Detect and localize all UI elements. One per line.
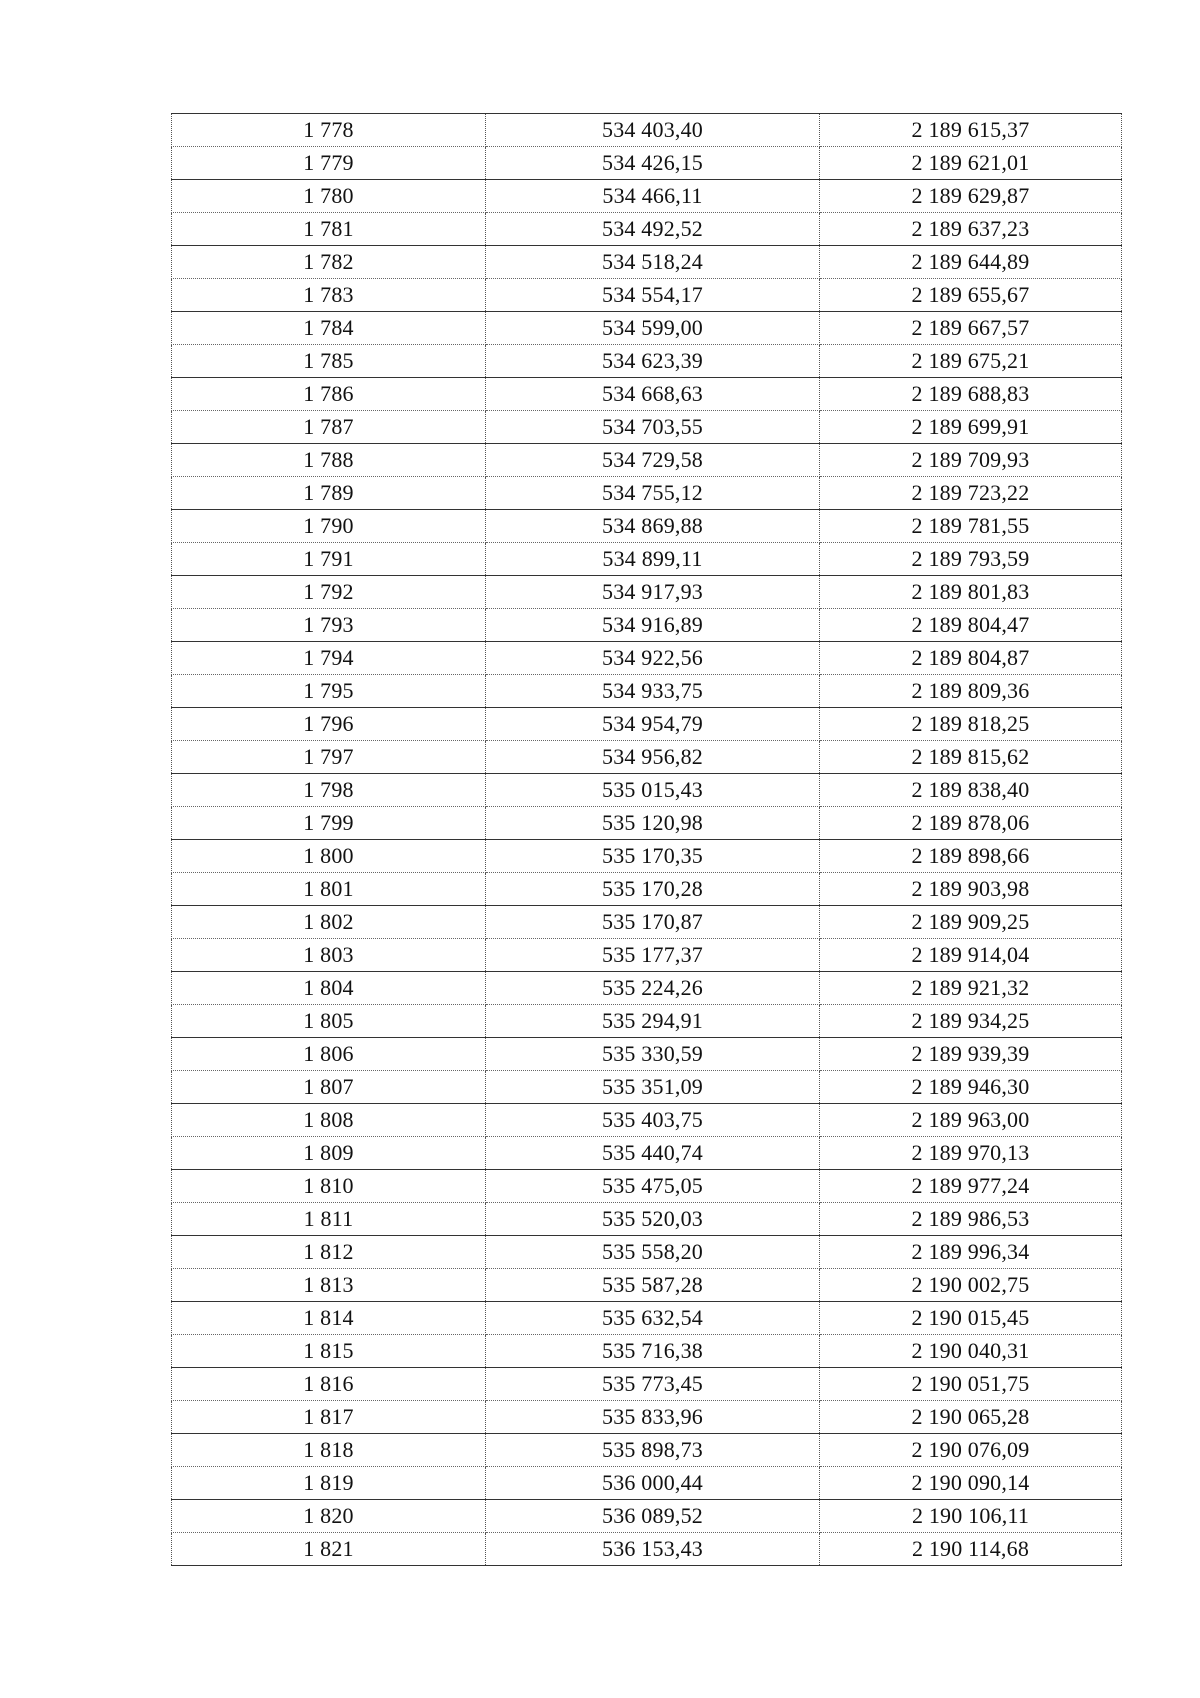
y-coordinate-cell: 2 189 781,55	[820, 510, 1122, 543]
x-coordinate-cell: 534 623,39	[486, 345, 820, 378]
table-row	[172, 1401, 1122, 1434]
table-row	[172, 972, 1122, 1005]
y-coordinate-cell: 2 189 655,67	[820, 279, 1122, 312]
y-coordinate-cell: 2 189 909,25	[820, 906, 1122, 939]
table-row	[172, 1368, 1122, 1401]
table-row	[172, 1236, 1122, 1269]
x-coordinate-cell: 535 773,45	[486, 1368, 820, 1401]
point-number-cell: 1 797	[172, 741, 486, 774]
x-coordinate-cell: 535 177,37	[486, 939, 820, 972]
x-coordinate-cell: 535 403,75	[486, 1104, 820, 1137]
x-coordinate-cell: 535 716,38	[486, 1335, 820, 1368]
point-number-cell: 1 786	[172, 378, 486, 411]
x-coordinate-cell: 534 703,55	[486, 411, 820, 444]
point-number-cell: 1 805	[172, 1005, 486, 1038]
table-row	[172, 180, 1122, 213]
point-number-cell: 1 809	[172, 1137, 486, 1170]
y-coordinate-cell: 2 189 996,34	[820, 1236, 1122, 1269]
y-coordinate-cell: 2 189 621,01	[820, 147, 1122, 180]
y-coordinate-cell: 2 190 040,31	[820, 1335, 1122, 1368]
point-number-cell: 1 781	[172, 213, 486, 246]
y-coordinate-cell: 2 189 709,93	[820, 444, 1122, 477]
table-row	[172, 411, 1122, 444]
table-row	[172, 1071, 1122, 1104]
table-row	[172, 444, 1122, 477]
table-row	[172, 840, 1122, 873]
x-coordinate-cell: 535 440,74	[486, 1137, 820, 1170]
y-coordinate-cell: 2 189 914,04	[820, 939, 1122, 972]
y-coordinate-cell: 2 189 878,06	[820, 807, 1122, 840]
point-number-cell: 1 810	[172, 1170, 486, 1203]
x-coordinate-cell: 534 954,79	[486, 708, 820, 741]
y-coordinate-cell: 2 189 898,66	[820, 840, 1122, 873]
x-coordinate-cell: 536 089,52	[486, 1500, 820, 1533]
x-coordinate-cell: 535 632,54	[486, 1302, 820, 1335]
x-coordinate-cell: 534 755,12	[486, 477, 820, 510]
x-coordinate-cell: 535 587,28	[486, 1269, 820, 1302]
point-number-cell: 1 802	[172, 906, 486, 939]
point-number-cell: 1 789	[172, 477, 486, 510]
point-number-cell: 1 791	[172, 543, 486, 576]
x-coordinate-cell: 535 294,91	[486, 1005, 820, 1038]
y-coordinate-cell: 2 189 921,32	[820, 972, 1122, 1005]
point-number-cell: 1 778	[172, 114, 486, 147]
table-row	[172, 675, 1122, 708]
y-coordinate-cell: 2 189 804,47	[820, 609, 1122, 642]
point-number-cell: 1 783	[172, 279, 486, 312]
table-row	[172, 939, 1122, 972]
table-row	[172, 1467, 1122, 1500]
y-coordinate-cell: 2 189 986,53	[820, 1203, 1122, 1236]
point-number-cell: 1 779	[172, 147, 486, 180]
point-number-cell: 1 815	[172, 1335, 486, 1368]
table-row	[172, 543, 1122, 576]
table-row	[172, 510, 1122, 543]
table-row	[172, 642, 1122, 675]
table-row	[172, 477, 1122, 510]
x-coordinate-cell: 534 518,24	[486, 246, 820, 279]
table-row	[172, 1335, 1122, 1368]
point-number-cell: 1 801	[172, 873, 486, 906]
x-coordinate-cell: 535 170,28	[486, 873, 820, 906]
table-row	[172, 873, 1122, 906]
x-coordinate-cell: 534 956,82	[486, 741, 820, 774]
table-row	[172, 1170, 1122, 1203]
y-coordinate-cell: 2 189 946,30	[820, 1071, 1122, 1104]
x-coordinate-cell: 534 668,63	[486, 378, 820, 411]
y-coordinate-cell: 2 189 804,87	[820, 642, 1122, 675]
table-row	[172, 1434, 1122, 1467]
table-row	[172, 312, 1122, 345]
table-row	[172, 1038, 1122, 1071]
point-number-cell: 1 813	[172, 1269, 486, 1302]
point-number-cell: 1 821	[172, 1533, 486, 1566]
table-row	[172, 1302, 1122, 1335]
point-number-cell: 1 787	[172, 411, 486, 444]
table-row	[172, 213, 1122, 246]
table-row	[172, 1500, 1122, 1533]
y-coordinate-cell: 2 189 934,25	[820, 1005, 1122, 1038]
x-coordinate-cell: 534 869,88	[486, 510, 820, 543]
y-coordinate-cell: 2 189 629,87	[820, 180, 1122, 213]
x-coordinate-cell: 534 922,56	[486, 642, 820, 675]
y-coordinate-cell: 2 189 667,57	[820, 312, 1122, 345]
y-coordinate-cell: 2 189 723,22	[820, 477, 1122, 510]
table-row	[172, 708, 1122, 741]
y-coordinate-cell: 2 190 114,68	[820, 1533, 1122, 1566]
x-coordinate-cell: 535 520,03	[486, 1203, 820, 1236]
table-row	[172, 147, 1122, 180]
point-number-cell: 1 785	[172, 345, 486, 378]
point-number-cell: 1 793	[172, 609, 486, 642]
x-coordinate-cell: 535 833,96	[486, 1401, 820, 1434]
point-number-cell: 1 790	[172, 510, 486, 543]
x-coordinate-cell: 534 599,00	[486, 312, 820, 345]
coordinates-table-body	[172, 114, 1122, 1566]
x-coordinate-cell: 535 475,05	[486, 1170, 820, 1203]
point-number-cell: 1 808	[172, 1104, 486, 1137]
point-number-cell: 1 804	[172, 972, 486, 1005]
table-row	[172, 576, 1122, 609]
table-row	[172, 906, 1122, 939]
point-number-cell: 1 794	[172, 642, 486, 675]
table-row	[172, 378, 1122, 411]
point-number-cell: 1 782	[172, 246, 486, 279]
y-coordinate-cell: 2 189 637,23	[820, 213, 1122, 246]
x-coordinate-cell: 534 933,75	[486, 675, 820, 708]
table-row	[172, 246, 1122, 279]
x-coordinate-cell: 534 554,17	[486, 279, 820, 312]
table-row	[172, 1005, 1122, 1038]
point-number-cell: 1 788	[172, 444, 486, 477]
x-coordinate-cell: 535 170,35	[486, 840, 820, 873]
x-coordinate-cell: 535 120,98	[486, 807, 820, 840]
table-row	[172, 1137, 1122, 1170]
y-coordinate-cell: 2 190 051,75	[820, 1368, 1122, 1401]
y-coordinate-cell: 2 190 065,28	[820, 1401, 1122, 1434]
x-coordinate-cell: 535 558,20	[486, 1236, 820, 1269]
point-number-cell: 1 792	[172, 576, 486, 609]
point-number-cell: 1 812	[172, 1236, 486, 1269]
table-row	[172, 1104, 1122, 1137]
table-row	[172, 279, 1122, 312]
point-number-cell: 1 816	[172, 1368, 486, 1401]
table-row	[172, 741, 1122, 774]
x-coordinate-cell: 536 153,43	[486, 1533, 820, 1566]
point-number-cell: 1 807	[172, 1071, 486, 1104]
point-number-cell: 1 818	[172, 1434, 486, 1467]
x-coordinate-cell: 534 729,58	[486, 444, 820, 477]
x-coordinate-cell: 534 426,15	[486, 147, 820, 180]
y-coordinate-cell: 2 189 644,89	[820, 246, 1122, 279]
x-coordinate-cell: 534 492,52	[486, 213, 820, 246]
y-coordinate-cell: 2 189 818,25	[820, 708, 1122, 741]
point-number-cell: 1 798	[172, 774, 486, 807]
point-number-cell: 1 784	[172, 312, 486, 345]
x-coordinate-cell: 534 403,40	[486, 114, 820, 147]
x-coordinate-cell: 534 916,89	[486, 609, 820, 642]
table-row	[172, 774, 1122, 807]
point-number-cell: 1 806	[172, 1038, 486, 1071]
y-coordinate-cell: 2 189 970,13	[820, 1137, 1122, 1170]
point-number-cell: 1 780	[172, 180, 486, 213]
table-row	[172, 609, 1122, 642]
x-coordinate-cell: 535 351,09	[486, 1071, 820, 1104]
table-row	[172, 114, 1122, 147]
table-row	[172, 1269, 1122, 1302]
point-number-cell: 1 796	[172, 708, 486, 741]
y-coordinate-cell: 2 190 076,09	[820, 1434, 1122, 1467]
point-number-cell: 1 799	[172, 807, 486, 840]
table-row	[172, 1533, 1122, 1566]
x-coordinate-cell: 534 917,93	[486, 576, 820, 609]
y-coordinate-cell: 2 190 002,75	[820, 1269, 1122, 1302]
x-coordinate-cell: 535 170,87	[486, 906, 820, 939]
x-coordinate-cell: 534 899,11	[486, 543, 820, 576]
x-coordinate-cell: 534 466,11	[486, 180, 820, 213]
y-coordinate-cell: 2 189 977,24	[820, 1170, 1122, 1203]
point-number-cell: 1 795	[172, 675, 486, 708]
point-number-cell: 1 819	[172, 1467, 486, 1500]
point-number-cell: 1 820	[172, 1500, 486, 1533]
x-coordinate-cell: 536 000,44	[486, 1467, 820, 1500]
point-number-cell: 1 811	[172, 1203, 486, 1236]
point-number-cell: 1 817	[172, 1401, 486, 1434]
y-coordinate-cell: 2 189 688,83	[820, 378, 1122, 411]
y-coordinate-cell: 2 189 838,40	[820, 774, 1122, 807]
y-coordinate-cell: 2 189 675,21	[820, 345, 1122, 378]
table-row	[172, 345, 1122, 378]
x-coordinate-cell: 535 330,59	[486, 1038, 820, 1071]
point-number-cell: 1 814	[172, 1302, 486, 1335]
y-coordinate-cell: 2 189 939,39	[820, 1038, 1122, 1071]
y-coordinate-cell: 2 190 090,14	[820, 1467, 1122, 1500]
x-coordinate-cell: 535 224,26	[486, 972, 820, 1005]
y-coordinate-cell: 2 190 106,11	[820, 1500, 1122, 1533]
x-coordinate-cell: 535 898,73	[486, 1434, 820, 1467]
y-coordinate-cell: 2 189 699,91	[820, 411, 1122, 444]
point-number-cell: 1 803	[172, 939, 486, 972]
y-coordinate-cell: 2 189 903,98	[820, 873, 1122, 906]
table-row	[172, 807, 1122, 840]
x-coordinate-cell: 535 015,43	[486, 774, 820, 807]
y-coordinate-cell: 2 189 793,59	[820, 543, 1122, 576]
y-coordinate-cell: 2 189 615,37	[820, 114, 1122, 147]
y-coordinate-cell: 2 189 801,83	[820, 576, 1122, 609]
table-row	[172, 1203, 1122, 1236]
point-number-cell: 1 800	[172, 840, 486, 873]
y-coordinate-cell: 2 190 015,45	[820, 1302, 1122, 1335]
coordinates-table	[171, 113, 1122, 1566]
y-coordinate-cell: 2 189 815,62	[820, 741, 1122, 774]
y-coordinate-cell: 2 189 809,36	[820, 675, 1122, 708]
y-coordinate-cell: 2 189 963,00	[820, 1104, 1122, 1137]
